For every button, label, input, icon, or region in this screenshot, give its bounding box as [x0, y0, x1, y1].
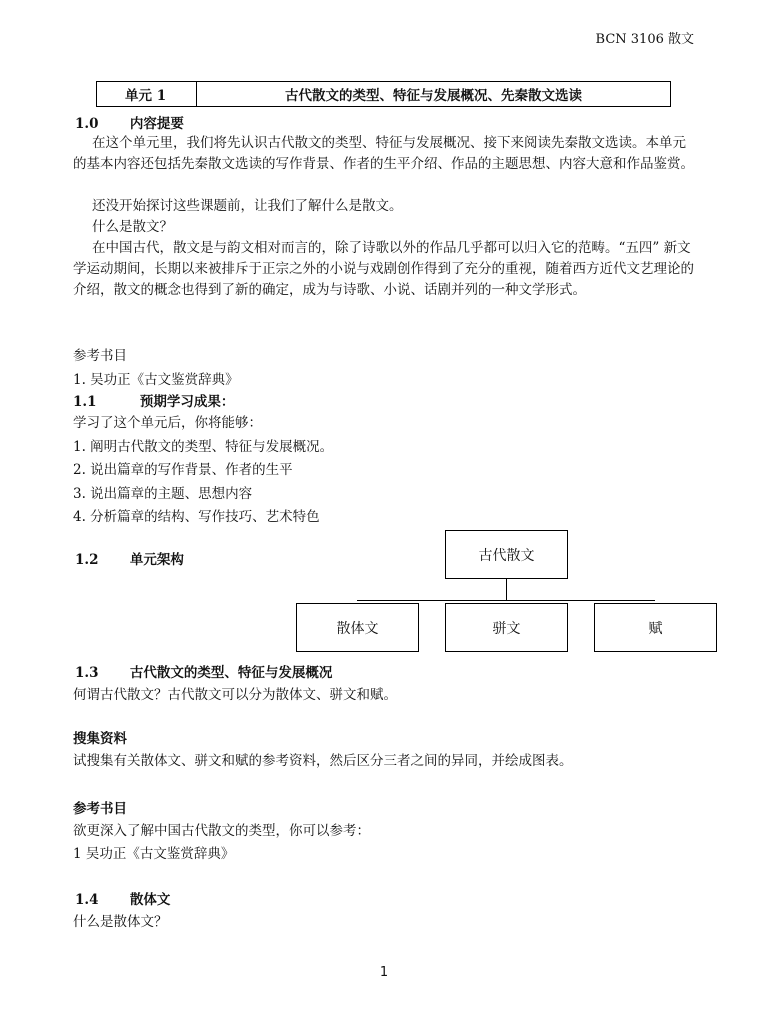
section-title: 内容提要 [129, 116, 184, 132]
learning-outcomes-intro: 学习了这个单元后，你将能够： [73, 415, 262, 431]
section-1-0-heading [75, 112, 184, 132]
diagram-child-node: 骈文 [445, 603, 568, 652]
references-item: 1 吴功正《古文鉴赏辞典》 [73, 846, 235, 862]
learning-outcome-item: 4. 分析篇章的结构、写作技巧、艺术特色 [73, 509, 320, 525]
section-title: 散体文 [129, 892, 171, 908]
section-1-4-heading [75, 888, 170, 908]
section-title: 预期学习成果： [139, 394, 235, 410]
section-1-3-heading [75, 661, 332, 681]
references-heading: 参考书目 [73, 801, 127, 817]
section-1-3-text: 何谓古代散文？古代散文可以分为散体文、骈文和赋。 [73, 687, 397, 703]
unit-title: 古代散文的类型、特征与发展概况、先秦散文选读 [285, 88, 582, 104]
diagram-child-node: 散体文 [296, 603, 419, 652]
section-1-0-paragraph-4: 在中国古代，散文是与韵文相对而言的，除了诗歌以外的作品几乎都可以归入它的范畴。“五四” 新文学运动期间，长期以来被排斥于正宗之外的小说与戏剧创作得到了充分的重视，随着西方近代文艺理论的介绍，散文的概念也得到了新的确定，成为与诗歌、小说、话剧并列的一种文学形式。 [73, 240, 694, 298]
learning-outcome-item: 2. 说出篇章的写作背景、作者的生平 [73, 462, 293, 478]
section-1-2-heading [75, 548, 184, 568]
collect-materials-text: 试搜集有关散体文、骈文和赋的参考资料，然后区分三者之间的异同，并绘成图表。 [73, 753, 573, 769]
collect-materials-heading: 搜集资料 [73, 731, 127, 747]
section-1-0-paragraph-2: 还没开始探讨这些课题前，让我们了解什么是散文。 [92, 198, 403, 214]
section-number: 1.3 [75, 665, 99, 681]
page-number: 1 [379, 965, 389, 980]
diagram-connector [506, 579, 507, 601]
section-number: 1.0 [75, 116, 99, 132]
unit-title-box [96, 81, 671, 107]
header-course-code: BCN 3106 散文 [595, 32, 694, 47]
section-1-1-heading [73, 390, 234, 410]
reference-item: 1. 吴功正《古文鉴赏辞典》 [73, 372, 239, 388]
diagram-connector [357, 600, 655, 601]
reference-label: 参考书目 [73, 348, 127, 364]
section-number: 1.2 [75, 552, 99, 568]
diagram-child-node: 赋 [594, 603, 717, 652]
section-number: 1.1 [73, 394, 97, 410]
section-number: 1.4 [75, 892, 99, 908]
section-1-0-paragraph-3: 什么是散文？ [92, 219, 173, 235]
section-1-0-paragraph-1: 在这个单元里，我们将先认识古代散文的类型、特征与发展概况、接下来阅读先秦散文选读。本单元的基本内容还包括先秦散文选读的写作背景、作者的生平介绍、作品的主题思想、内容大意和作品鉴赏。 [73, 135, 694, 172]
unit-label: 单元 1 [97, 82, 197, 106]
section-title: 单元架构 [129, 552, 184, 568]
learning-outcome-item: 1. 阐明古代散文的类型、特征与发展概况。 [73, 439, 334, 455]
references-text: 欲更深入了解中国古代散文的类型，你可以参考： [73, 823, 370, 839]
diagram-root-node: 古代散文 [445, 530, 568, 579]
section-1-4-text: 什么是散体文？ [73, 914, 168, 930]
learning-outcome-item: 3. 说出篇章的主题、思想内容 [73, 486, 253, 502]
section-title: 古代散文的类型、特征与发展概况 [129, 665, 333, 681]
